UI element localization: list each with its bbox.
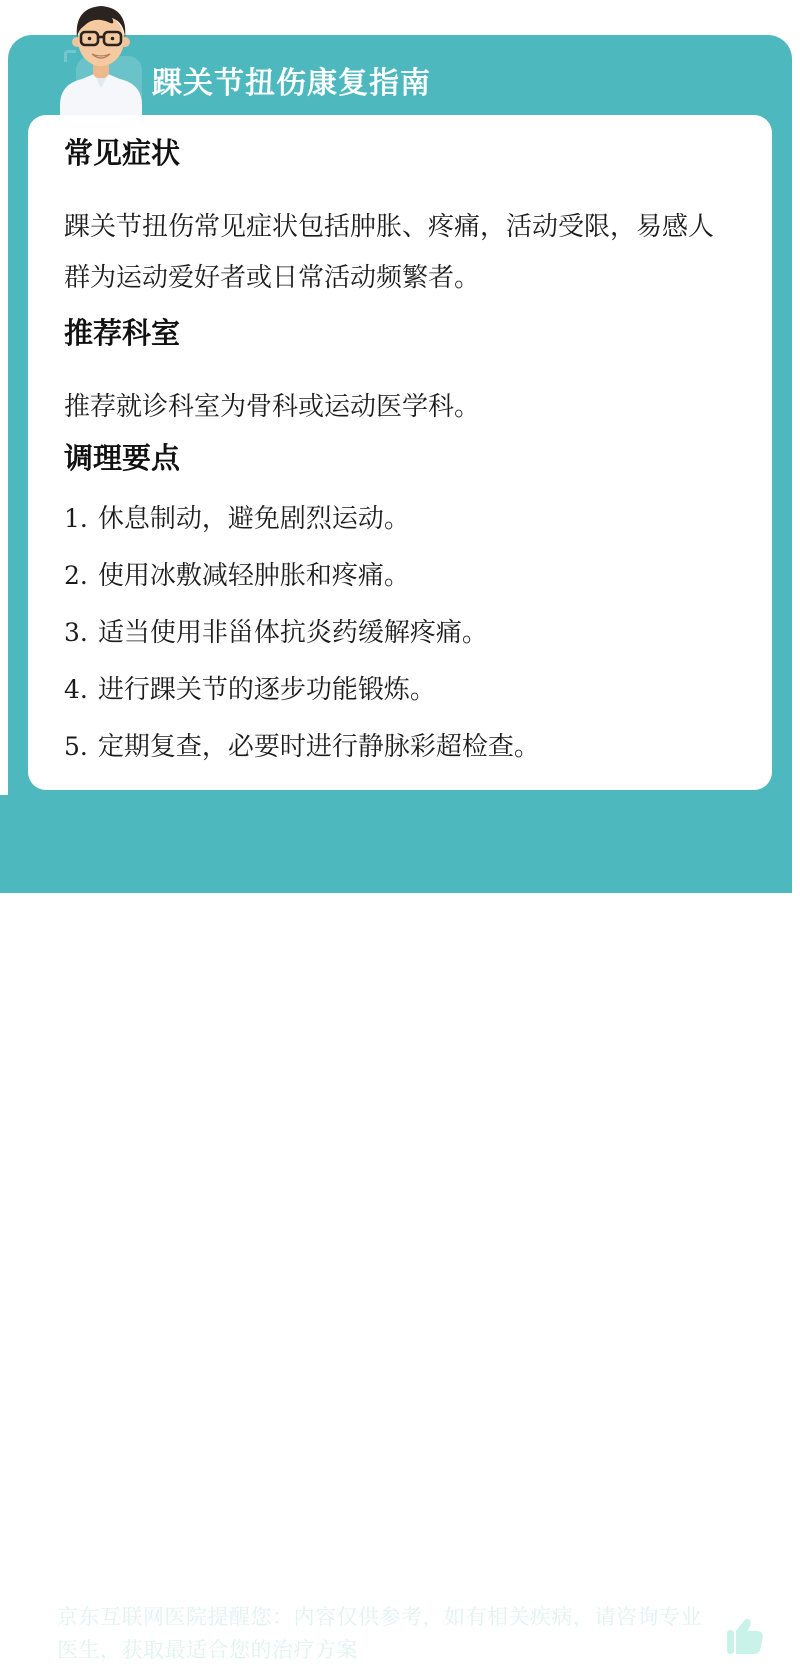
footer-disclaimer [0, 795, 792, 1662]
section-heading-symptoms: 常见症状 [64, 138, 181, 170]
list-item-text: 定期复查，必要时进行静脉彩超检查。 [97, 731, 540, 761]
doctor-avatar [50, 2, 152, 120]
section-heading-department: 推荐科室 [64, 318, 181, 350]
disclaimer-text: 京东互联网医院提醒您：内容仅供参考，如有相关疾病，请咨询专业医生，获取最适合您的治疗方案 [57, 1606, 702, 1662]
list-item-number: 1. [64, 504, 88, 533]
list-item [64, 730, 736, 763]
list-item-number: 3. [64, 618, 88, 647]
key-points-list [64, 502, 736, 763]
page-title: 踝关节扭伤康复指南 [152, 67, 431, 100]
list-item-text: 休息制动，避免剧烈运动。 [97, 503, 410, 533]
thumbs-up-icon[interactable] [726, 1615, 764, 1659]
section-heading-key-points: 调理要点 [64, 443, 181, 475]
list-item-number: 4. [64, 675, 88, 704]
list-item-number: 5. [64, 732, 88, 761]
list-item [64, 616, 736, 649]
list-item-number: 2. [64, 561, 88, 590]
list-item-text: 适当使用非甾体抗炎药缓解疼痛。 [97, 617, 488, 647]
list-item-text: 使用冰敷减轻肿胀和疼痛。 [97, 560, 410, 590]
list-item-text: 进行踝关节的逐步功能锻炼。 [97, 674, 436, 704]
list-item [64, 673, 736, 706]
list-item [64, 502, 736, 535]
symptoms-paragraph: 踝关节扭伤常见症状包括肿胀、疼痛，活动受限，易感人群为运动爱好者或日常活动频繁者。 [64, 211, 715, 292]
info-circle-icon: ! [28, 1627, 49, 1648]
list-item [64, 559, 736, 592]
content-card [28, 115, 772, 790]
department-paragraph: 推荐就诊科室为骨科或运动医学科。 [64, 391, 481, 421]
